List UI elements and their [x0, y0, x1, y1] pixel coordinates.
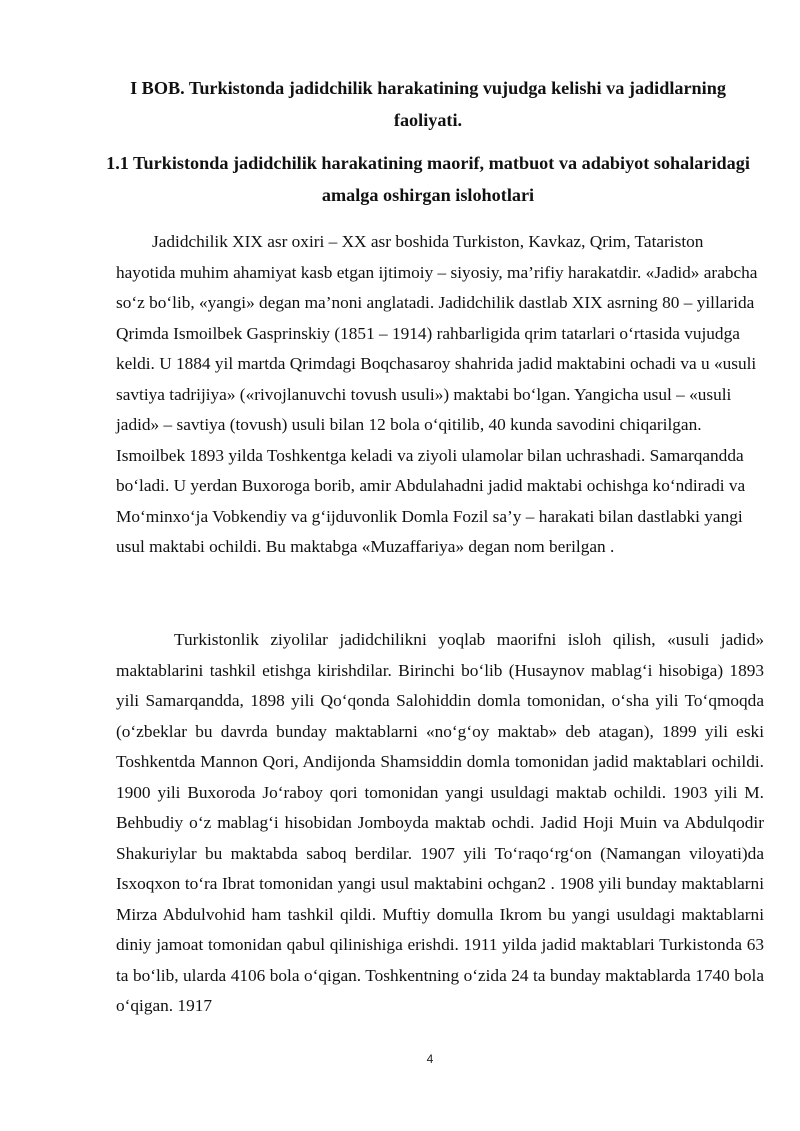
paragraph-intro: Jadidchilik XIX asr oxiri – XX asr boshida Turkiston, Kavkaz, Qrim, Tatariston hayotida muhim ahamiyat kasb etgan ijtimoiy – siyosiy, ma’rifiy harakatdir. «Jadid» arabcha so‘z bo‘lib, «yangi» degan ma’noni anglatadi. Jadidchilik dastlab XIX asrning 80 – yillarida Qrimda Ismoilbek Gasprinskiy (1851 – 1914) rahbarligida qrim tatarlari o‘rtasida vujudga keldi. U 1884 yil martda Qrimdagi Boqchasaroy shahrida jadid maktabini ochadi va u «usuli savtiya tadrijiya» («rivojlanuvchi tovush usuli») maktabi bo‘lgan. Yangicha usul – «usuli jadid» – savtiya (tovush) usuli bilan 12 bola o‘qitilib, 40 kunda savodini chiqarilgan. Ismoilbek 1893 yilda Toshkentga keladi va ziyoli ulamolar bilan uchrashadi. Samarqandda bo‘ladi. U yerdan Buxoroga borib, amir Abdulahadni jadid maktabi ochishga ko‘ndiradi va Mo‘minxo‘ja Vobkendiy va g‘ijduvonlik Domla Fozil sa’y – harakati bilan dastlabki yangi usul maktabi ochildi. Bu maktabga «Muzaffariya» degan nom berilgan .: [116, 232, 758, 556]
page-number: 4: [426, 1052, 434, 1066]
chapter-title: I BOB. Turkistonda jadidchilik harakatining vujudga kelishi va jadidlarning faoliyati.: [130, 78, 726, 130]
section-title: 1.1 Turkistonda jadidchilik harakatining maorif, matbuot va adabiyot sohalaridagi amalga oshirgan islohotlari: [106, 153, 750, 205]
paragraph-schools: Turkistonlik ziyolilar jadidchilikni yoqlab maorifni isloh qilish, «usuli jadid» maktablarini tashkil etishga kirishdilar. Birinchi bo‘lib (Husaynov mablag‘i hisobiga) 1893 yili Samarqandda, 1898 yili Qo‘qonda Salohiddin domla tomonidan, o‘sha yili To‘qmoqda (o‘zbeklar bu davrda bunday maktablarni «no‘g‘oy maktab» deb atagan), 1899 yili eski Toshkentda Mannon Qori, Andijonda Shamsiddin domla tomonidan jadid maktablari ochildi. 1900 yili Buxoroda Jo‘raboy qori tomonidan yangi usuldagi maktab ochildi. 1903 yili M. Behbudiy o‘z mablag‘i hisobidan Jomboyda maktab ochdi. Jadid Hoji Muin va Abdulqodir Shakuriylar bu maktabda saboq berdilar. 1907 yili To‘raqo‘rg‘on (Namangan viloyati)da Isxoqxon to‘ra Ibrat tomonidan yangi usul maktabini ochgan2 . 1908 yili bunday maktablarni Mirza Abdulvohid ham tashkil qildi. Muftiy domulla Ikrom bu yangi usuldagi maktablarni diniy jamoat tomonidan qabul qilinishiga erishdi. 1911 yilda jadid maktablari Turkistonda 63 ta bo‘lib, ularda 4106 bola o‘qigan. Toshkentning o‘zida 24 ta bunday maktablarda 1740 bola o‘qigan. 1917: [116, 630, 764, 1015]
